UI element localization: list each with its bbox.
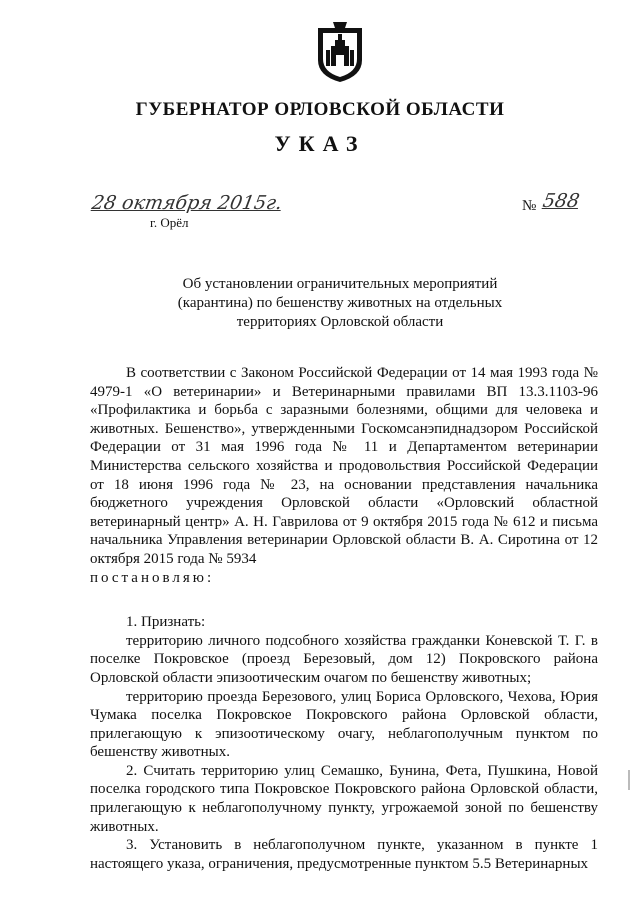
- number-label: №: [522, 198, 537, 214]
- issuer-heading: ГУБЕРНАТОР ОРЛОВСКОЙ ОБЛАСТИ: [135, 99, 505, 120]
- item-2-paragraph: 2. Считать территорию улиц Семашко, Бунина, Фета, Пушкина, Новой поселка городского типа Покровское Покровского района Орловской области, прилегающую к неблагополучному пункту, угрожаемой зоной по бешенству животных.: [90, 762, 598, 835]
- preamble-paragraph: В соответствии с Законом Российской Федерации от 14 мая 1993 года № 4979-1 «О ветеринарии» и Ветеринарными правилами ВП 13.3.1103-96 «Профилактика и борьба с заразными болезнями, общими для человека и животных. Бешенство», утвержденными Госкомсанэпиднадзором Российской Федерации от 31 мая 1996 года № 11 и Департаментом ветеринарии Министерства сельского хозяйства и продовольствия Российской Федерации от 18 июня 1996 года № 23, на основании представления начальника бюджетного учреждения Орловской области «Орловский областной ветеринарный центр» А. Н. Гаврилова от 9 октября 2015 года № 612 и письма начальника Управления ветеринарии Орловской области В. А. Сиротина от 12 октября 2015 года № 5934: [90, 365, 598, 567]
- scan-margin-mark: [628, 770, 630, 790]
- decree-body: [90, 364, 598, 873]
- item-3-paragraph: 3. Установить в неблагополучном пункте, указанном в пункте 1 настоящего указа, ограничения, предусмотренные пунктом 5.5 Ветеринарных: [90, 837, 598, 872]
- subject-line: территориях Орловской области: [236, 314, 444, 330]
- document-type-heading: УКАЗ: [274, 131, 366, 156]
- decree-word: постановляю:: [90, 569, 215, 586]
- subject-line: (карантина) по бешенству животных на отдельных: [177, 295, 503, 311]
- item-1-paragraph-b: территорию проезда Березового, улиц Бориса Орловского, Чехова, Юрия Чумака поселка Покровское Покровского района Орловской области, прилегающую к эпизоотическому очагу, неблагополучным пунктом по бешенству животных.: [90, 688, 598, 761]
- city-label: г. Орёл: [150, 215, 189, 230]
- subject-line: Об установлении ограничительных мероприятий: [182, 276, 498, 292]
- handwritten-date: 28 октября 2015г.: [90, 192, 284, 214]
- item-1-paragraph-a: территорию личного подсобного хозяйства гражданки Коневской Т. Г. в поселке Покровское (проезд Березовый, дом 12) Покровского района Орловской области эпизоотическим очагом по бешенству животных;: [90, 632, 598, 686]
- decree-subject: [160, 275, 520, 332]
- coat-of-arms-icon: [314, 22, 366, 84]
- item-1-title: 1. Признать:: [126, 614, 206, 631]
- handwritten-number: 588: [541, 190, 582, 212]
